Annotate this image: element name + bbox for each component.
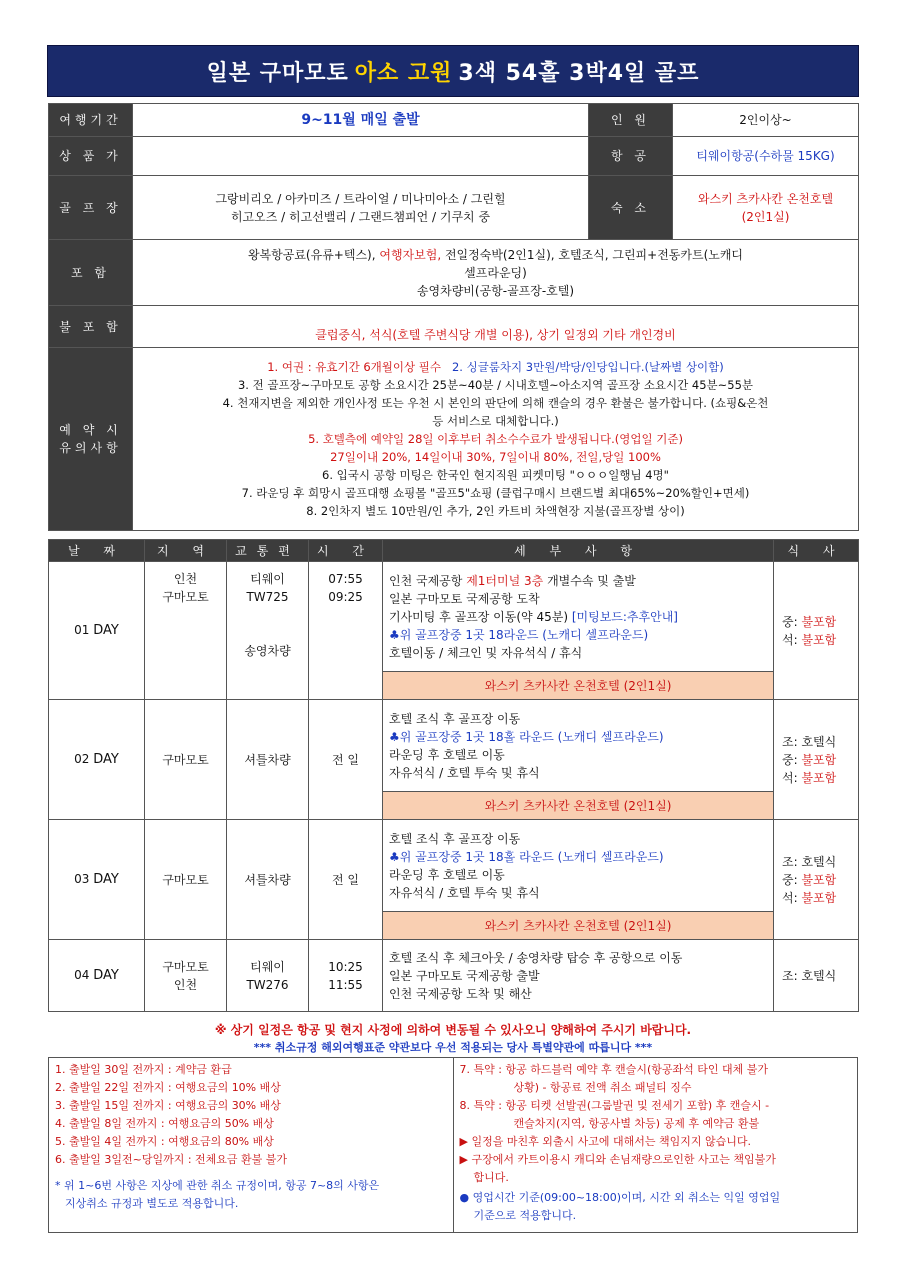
meals-cell xyxy=(774,820,859,940)
day-unit: DAY xyxy=(93,752,119,767)
notice-item: 4. 천재지변을 제외한 개인사정 또는 우천 시 본인의 판단에 의해 캔슬의 경우 환불은 불가합니다. (쇼핑&온천 xyxy=(222,396,769,410)
notice-list xyxy=(133,348,859,531)
cancel-left xyxy=(49,1058,454,1232)
stay-room: (2인1실) xyxy=(741,209,790,224)
region: 인천 xyxy=(173,572,198,586)
header-date: 날 짜 xyxy=(49,540,145,562)
golf-courses xyxy=(133,176,589,240)
meal-value: 불포함 xyxy=(801,770,837,785)
incl-label: 포 함 xyxy=(49,240,133,306)
detail-terminal: 제1터미널 3층 xyxy=(466,573,544,588)
incl-value xyxy=(133,240,859,306)
meal-label: 석: xyxy=(782,770,802,785)
hotel-row: 와스키 츠카사칸 온천호텔 (2인1실) xyxy=(383,792,774,820)
stay-value xyxy=(673,176,859,240)
time-cell: 전 일 xyxy=(309,700,383,820)
region-cell xyxy=(145,562,227,700)
cancel-rule: ▶ 구장에서 카트이용시 캐디와 손님재량으로인한 사고는 책임불가 xyxy=(459,1153,776,1166)
golf-line: 그랑비리오 / 아카미즈 / 트라이얼 / 미나미아소 / 그린힐 xyxy=(215,191,506,206)
title-main: 일본 구마모토 xyxy=(206,60,349,86)
notice-item: 5. 호텔측에 예약일 28일 이후부터 취소수수료가 발생됩니다.(영업일 기준) xyxy=(308,432,683,446)
day-unit: DAY xyxy=(93,623,119,638)
time-cell xyxy=(309,940,383,1012)
transport-cell xyxy=(227,562,309,700)
cancel-rule: 합니다. xyxy=(473,1171,509,1184)
day-label xyxy=(49,562,145,700)
notice-item: 등 서비스로 대체합니다.) xyxy=(432,414,559,428)
cancel-footnote: 지상취소 규정과 별도로 적용합니다. xyxy=(65,1197,239,1210)
detail-line: 호텔 조식 후 골프장 이동 xyxy=(389,831,521,846)
cancel-right xyxy=(454,1058,858,1232)
schedule-notice: ※ 상기 일정은 항공 및 현지 사정에 의하여 변동될 수 있사오니 양해하여 주시기 바랍니다. xyxy=(214,1023,692,1037)
info-table xyxy=(48,103,859,531)
air-label: 항 공 xyxy=(589,137,673,176)
region-cell xyxy=(145,940,227,1012)
flight-number: TW725 xyxy=(246,590,289,604)
notice-label xyxy=(49,348,133,531)
notice-item: 3. 전 골프장~구마모토 공항 소요시간 25분~40분 / 시내호텔~아소지역 골프장 소요시간 45분~55분 xyxy=(237,378,754,392)
meals-cell: 조: 호텔식 xyxy=(774,940,859,1012)
incl-text: 전일정숙박(2인1실), 호텔조식, 그린피+전동카트(노캐디 xyxy=(444,247,744,262)
day-number: 04 xyxy=(74,968,90,982)
meal-value: 불포함 xyxy=(801,752,837,767)
period-label: 여행기간 xyxy=(49,104,133,137)
incl-text: 셀프라운딩) xyxy=(464,265,527,280)
meal-value: 불포함 xyxy=(801,890,837,905)
meal-label: 중: xyxy=(782,614,802,629)
header-meals: 식 사 xyxy=(774,540,859,562)
detail-line: 자유석식 / 호텔 투숙 및 휴식 xyxy=(389,765,540,780)
header-transport: 교통편 xyxy=(227,540,309,562)
notice-item: 6. 입국시 공항 미팅은 한국인 현지직원 피켓미팅 "ㅇㅇㅇ일행님 4명" xyxy=(322,468,669,482)
detail-line: 자유석식 / 호텔 투숙 및 휴식 xyxy=(389,885,540,900)
cancel-policy-title: *** 취소규정 해외여행표준 약관보다 우선 적용되는 당사 특별약관에 따릅니다 *** xyxy=(253,1041,653,1054)
transport-cell: 셔틀차량 xyxy=(227,820,309,940)
meal-breakfast: 조: 호텔식 xyxy=(782,854,837,869)
details-cell xyxy=(383,820,774,912)
detail-line: 인천 국제공항 도착 및 해산 xyxy=(389,986,532,1001)
meal-breakfast: 조: 호텔식 xyxy=(782,734,837,749)
header-region: 지 역 xyxy=(145,540,227,562)
region: 인천 xyxy=(173,977,198,992)
detail-line: 호텔이동 / 체크인 및 자유석식 / 휴식 xyxy=(389,645,583,660)
day-unit: DAY xyxy=(93,872,119,887)
detail-line: 라운딩 후 호텔로 이동 xyxy=(389,747,505,762)
price-label: 상 품 가 xyxy=(49,137,133,176)
cancel-rule: 3. 출발일 15일 전까지 : 여행요금의 30% 배상 xyxy=(55,1099,281,1112)
meals-cell xyxy=(774,700,859,820)
meals-cell xyxy=(774,562,859,700)
day-label xyxy=(49,940,145,1012)
detail-line: 라운딩 후 호텔로 이동 xyxy=(389,867,505,882)
incl-text: 송영차량비(공항-골프장-호텔) xyxy=(416,283,575,298)
stay-label: 숙 소 xyxy=(589,176,673,240)
notice-item: 2. 싱글룸차지 3만원/박당/인당입니다.(날짜별 상이함) xyxy=(451,360,724,374)
time: 07:55 xyxy=(328,572,363,586)
time: 11:55 xyxy=(328,977,363,992)
cancel-footnote: * 위 1~6번 사항은 지상에 관한 취소 규정이며, 항공 7~8의 사항은 xyxy=(55,1179,380,1192)
meal-label: 중: xyxy=(782,752,802,767)
cancel-footnote: 기준으로 적용합니다. xyxy=(473,1209,577,1222)
golf-label: 골 프 장 xyxy=(49,176,133,240)
cancel-rule: 7. 특약 : 항공 하드블럭 예약 후 캔슬시(항공좌석 타인 대체 불가 xyxy=(459,1063,768,1076)
airline: 티웨이 xyxy=(250,959,285,974)
incl-text: 왕복항공료(유류+텍스), xyxy=(247,247,376,262)
golf-line: 히고오즈 / 히고선밸리 / 그랜드챔피언 / 기쿠치 중 xyxy=(230,209,491,224)
excl-label: 불 포 함 xyxy=(49,306,133,348)
details-cell xyxy=(383,562,774,672)
cancel-rule: 캔슬차지(지역, 항공사별 차등) 공제 후 예약금 환불 xyxy=(513,1117,760,1130)
meal-label: 중: xyxy=(782,872,802,887)
meal-value: 불포함 xyxy=(801,614,837,629)
cancel-policy xyxy=(48,1057,858,1233)
page-title xyxy=(47,45,859,97)
detail-text: 기사미팅 후 골프장 이동(약 45분) xyxy=(389,609,568,624)
day-unit: DAY xyxy=(93,968,119,983)
header-time: 시 간 xyxy=(309,540,383,562)
cancel-rule: 6. 출발일 3일전~당일까지 : 전체요금 환불 불가 xyxy=(55,1153,288,1166)
title-sub: 3색 54홀 3박4일 골프 xyxy=(458,60,700,86)
transport: 송영차량 xyxy=(244,644,291,658)
time-cell: 전 일 xyxy=(309,820,383,940)
cancel-rule: 5. 출발일 4일 전까지 : 여행요금의 80% 배상 xyxy=(55,1135,274,1148)
detail-text: 개별수속 및 출발 xyxy=(547,573,636,588)
detail-golf: ♣위 골프장중 1곳 18라운드 (노캐디 셀프라운드) xyxy=(389,627,649,642)
cancel-rule: ▶ 일정을 마친후 외출시 사고에 대해서는 책임지지 않습니다. xyxy=(459,1135,751,1148)
detail-text: 인천 국제공항 xyxy=(389,573,463,588)
details-cell xyxy=(383,700,774,792)
day-number: 02 xyxy=(74,752,90,766)
cancel-rule: 2. 출발일 22일 전까지 : 여행요금의 10% 배상 xyxy=(55,1081,281,1094)
airline: 티웨이 xyxy=(250,572,285,586)
notice-label-line: 예 약 시 xyxy=(59,423,122,437)
time-cell xyxy=(309,562,383,700)
cancel-rule: 8. 특약 : 항공 티켓 선발권(그룹발권 및 전세기 포함) 후 캔슬시 - xyxy=(459,1099,770,1112)
region-cell: 구마모토 xyxy=(145,700,227,820)
cancel-rule: 4. 출발일 8일 전까지 : 여행요금의 50% 배상 xyxy=(55,1117,274,1130)
transport-cell xyxy=(227,940,309,1012)
header-details: 세 부 사 항 xyxy=(383,540,774,562)
people-value: 2인이상~ xyxy=(673,104,859,137)
day-number: 03 xyxy=(74,872,90,886)
period-value: 9~11월 매일 출발 xyxy=(133,104,589,137)
detail-line: 호텔 조식 후 체크아웃 / 송영차량 탑승 후 공항으로 이동 xyxy=(389,950,683,965)
price-value xyxy=(133,137,589,176)
detail-line: 호텔 조식 후 골프장 이동 xyxy=(389,711,521,726)
detail-golf: ♣위 골프장중 1곳 18홀 라운드 (노캐디 셀프라운드) xyxy=(389,849,664,864)
flight-number: TW276 xyxy=(246,977,289,992)
schedule-table xyxy=(48,539,859,1012)
day-label xyxy=(49,820,145,940)
details-cell xyxy=(383,940,774,1012)
cancel-rule: 1. 출발일 30일 전까지 : 계약금 환급 xyxy=(55,1063,232,1076)
cancel-rule: 상황) - 항공료 전액 취소 패널티 징수 xyxy=(513,1081,692,1094)
people-label: 인 원 xyxy=(589,104,673,137)
detail-line: 일본 구마모토 국제공항 출발 xyxy=(389,968,540,983)
meal-label: 석: xyxy=(782,632,802,647)
excl-value: 클럽중식, 석식(호텔 주변식당 개별 이용), 상기 일정외 기타 개인경비 xyxy=(133,306,859,348)
time: 10:25 xyxy=(328,959,363,974)
notice-label-line: 유의사항 xyxy=(59,441,122,455)
meal-value: 불포함 xyxy=(801,872,837,887)
hotel-row: 와스키 츠카사칸 온천호텔 (2인1실) xyxy=(383,672,774,700)
incl-insurance: 여행자보험, xyxy=(379,247,442,262)
time: 09:25 xyxy=(328,590,363,604)
title-highlight: 아소 고원 xyxy=(354,60,453,86)
air-value: 티웨이항공(수하물 15KG) xyxy=(673,137,859,176)
detail-line: 일본 구마모토 국제공항 도착 xyxy=(389,591,540,606)
notice-item: 27일이내 20%, 14일이내 30%, 7일이내 80%, 전일,당일 100% xyxy=(330,450,661,464)
notice-item: 1. 여권 : 유효기간 6개월이상 필수 xyxy=(267,360,441,374)
meal-value: 불포함 xyxy=(801,632,837,647)
detail-meeting: [미팅보드:추후안내] xyxy=(571,609,678,624)
region: 구마모토 xyxy=(162,959,209,974)
day-label xyxy=(49,700,145,820)
region: 구마모토 xyxy=(162,590,209,604)
stay-hotel: 와스키 츠카사칸 온천호텔 xyxy=(697,191,834,206)
hotel-row: 와스키 츠카사칸 온천호텔 (2인1실) xyxy=(383,912,774,940)
detail-golf: ♣위 골프장중 1곳 18홀 라운드 (노캐디 셀프라운드) xyxy=(389,729,664,744)
notice-item: 8. 2인차지 별도 10만원/인 추가, 2인 카트비 차액현장 지불(골프장별 상이) xyxy=(306,504,685,518)
region-cell: 구마모토 xyxy=(145,820,227,940)
transport-cell: 셔틀차량 xyxy=(227,700,309,820)
notice-item: 7. 라운딩 후 희망시 골프대행 쇼핑몰 "골프5"쇼핑 (클럽구매시 브랜드별 최대65%~20%할인+면세) xyxy=(241,486,750,500)
cancel-footnote: ● 영업시간 기준(09:00~18:00)이며, 시간 외 취소는 익일 영업일 xyxy=(459,1191,781,1204)
day-number: 01 xyxy=(74,623,90,637)
meal-label: 석: xyxy=(782,890,802,905)
